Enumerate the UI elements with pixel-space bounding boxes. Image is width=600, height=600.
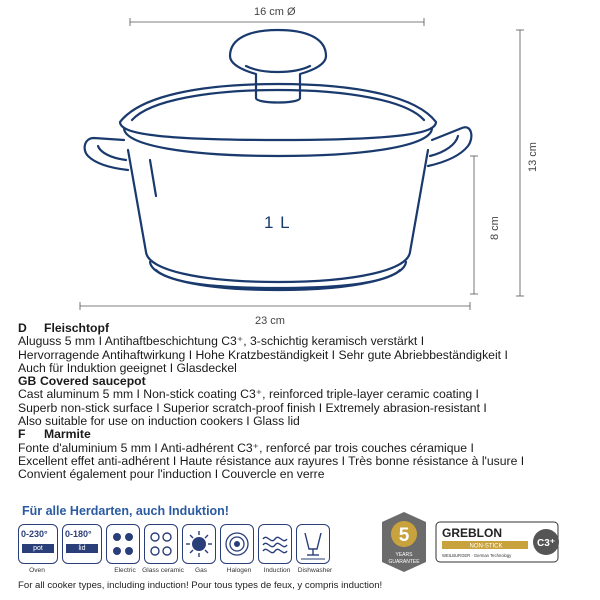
brand-sub: NON-STICK	[469, 543, 503, 550]
electric-icon	[106, 524, 140, 574]
desc-gb-line: Superb non-stick surface I Superior scratch-proof finish I Extremely abrasion-resistant I	[18, 400, 487, 415]
oven-temp-icon	[18, 524, 58, 574]
electric-label: Electric	[114, 567, 136, 574]
dishwasher-label: Dishwasher	[297, 567, 333, 574]
desc-gb-line: Also suitable for use on induction cookers I Glass lid	[18, 414, 300, 429]
brand-small: WEILBURGER · German Technology	[442, 553, 512, 558]
warranty-line2: GUARANTEE	[388, 559, 420, 565]
warranty-line1: YEARS	[395, 552, 413, 558]
lid	[120, 84, 436, 140]
coating-name: C3⁺	[536, 538, 556, 549]
heading-de	[18, 322, 588, 335]
desc-fr-line: Convient également pour l'induction I Couvercle en verre	[18, 467, 325, 482]
induction-label: Induction	[263, 567, 291, 574]
footer-text: For all cooker types, including induction! Pour tous types de feux, y compris induction!	[18, 580, 383, 591]
desc-de-line: Hervorragende Antihaftwirkung I Hohe Kratzbeständigkeit I Sehr gute Abriebbeständigkeit I	[18, 347, 508, 362]
width-total-label: 23 cm	[255, 315, 285, 327]
desc-gb-line: Cast aluminum 5 mm I Non-stick coating C3⁺, reinforced triple-layer ceramic coating I	[18, 387, 479, 402]
lid-unit: lid	[66, 544, 98, 553]
brand-name: GREBLON	[442, 526, 502, 540]
lang-code-gb: GB	[18, 374, 37, 389]
lid-temp-icon	[62, 524, 102, 564]
gas-icon	[182, 524, 216, 574]
diameter-label: 16 cm Ø	[254, 6, 296, 18]
suitable-heading: Für alle Herdarten, auch Induktion!	[22, 504, 229, 518]
height-body-label: 8 cm	[489, 216, 501, 240]
desc-fr-line: Fonte d'aluminium 5 mm I Anti-adhérent C3⁺, renforcé par trois couches céramique I	[18, 440, 474, 455]
warranty-badge	[382, 512, 426, 572]
lang-code-de: D	[18, 321, 27, 335]
halogen-label: Halogen	[226, 567, 252, 574]
heading-gb	[18, 375, 588, 388]
dishwasher-icon	[296, 524, 333, 574]
lid-range: 0-180°	[65, 529, 92, 539]
lang-code-fr: F	[18, 427, 26, 442]
oven-unit: pot	[22, 544, 54, 553]
oven-range: 0-230°	[21, 529, 48, 539]
desc-de-line: Auch für Induktion geeignet I Glasdeckel	[18, 360, 237, 375]
halogen-icon	[220, 524, 254, 574]
glass-ceramic-label: Glass ceramic	[142, 567, 184, 574]
induction-icon	[258, 524, 292, 574]
title-fr: Marmite	[44, 427, 91, 442]
glass-ceramic-icon	[142, 524, 184, 574]
desc-fr-line: Excellent effet anti-adhérent I Haute résistance aux rayures I Très bonne résistance à l'usure I	[18, 453, 525, 468]
capacity-label: 1 L	[264, 213, 291, 232]
cooker-type-icons	[18, 524, 333, 574]
oven-label: Oven	[29, 567, 45, 574]
product-description	[18, 322, 588, 482]
heading-fr	[18, 428, 588, 441]
gas-label: Gas	[194, 567, 208, 574]
title-de: Fleischtopf	[44, 321, 110, 335]
quality-badges	[382, 512, 592, 572]
desc-de-line: Aluguss 5 mm I Antihaftbeschichtung C3⁺, 3-schichtig keramisch verstärkt I	[18, 334, 425, 349]
warranty-number: 5	[398, 525, 410, 546]
height-total-label: 13 cm	[527, 142, 539, 172]
title-gb: Covered saucepot	[40, 374, 146, 389]
greblon-badge	[436, 522, 559, 562]
